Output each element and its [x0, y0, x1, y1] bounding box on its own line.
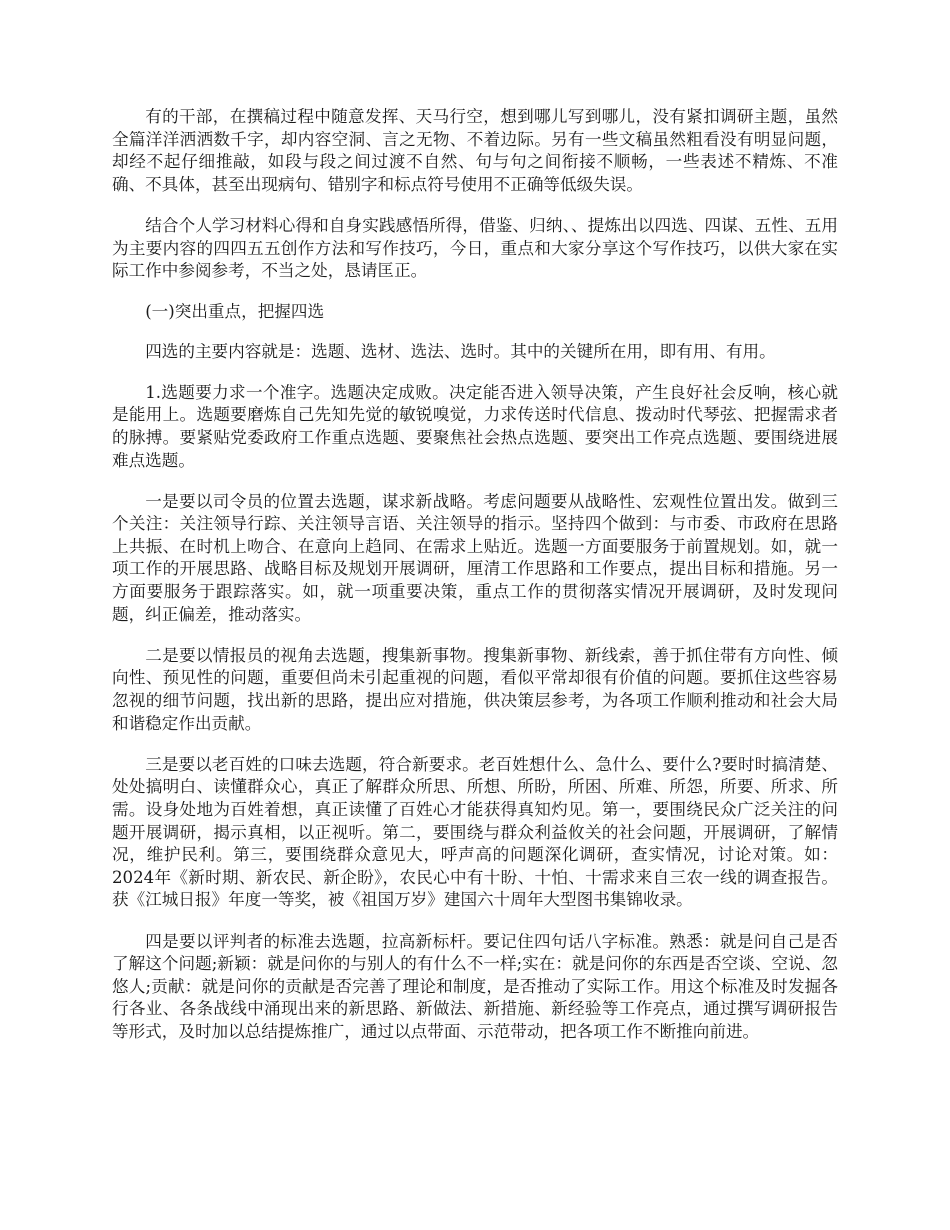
paragraph-method-summary: 结合个人学习材料心得和自身实践感悟所得，借鉴、归纳、、提炼出以四选、四谋、五性、五用为主要内容的四四五五创作方法和写作技巧，今日，重点和大家分享这个写作技巧，以供大家在实际工作中参阅参考，不当之处，恳请匡正。	[112, 215, 838, 281]
section-heading: (一)突出重点，把握四选	[145, 302, 325, 322]
paragraph-four-selections: 四选的主要内容就是：选题、选材、选法、选时。其中的关键所在用，即有用、有用。	[145, 341, 776, 361]
paragraph-topic-selection: 1.选题要力求一个准字。选题决定成败。决定能否进入领导决策，产生良好社会反响，核心就是能用上。选题要磨炼自己先知先觉的敏锐嗅觉，力求传送时代信息、拨动时代琴弦、把握需求者的脉搏。要紧贴党委政府工作重点选题、要聚焦社会热点选题、要突出工作亮点选题、要围绕进展难点选题。	[112, 382, 838, 470]
paragraph-point-four: 四是要以评判者的标准去选题，拉高新标杆。要记住四句话八字标准。熟悉：就是问自己是否了解这个问题;新颖：就是问你的与别人的有什么不一样;实在：就是问你的东西是否空谈、空说、忽悠人;贡献：就是问你的贡献是否完善了理论和制度，是否推动了实际工作。用这个标准及时发掘各行各业、各条战线中涌现出来的新思路、新做法、新措施、新经验等工作亮点，通过撰写调研报告等形式，及时加以总结提炼推广，通过以点带面、示范带动，把各项工作不断推向前进。	[112, 931, 838, 1041]
paragraph-point-three: 三是要以老百姓的口味去选题，符合新要求。老百姓想什么、急什么、要什么?要时时搞清楚、处处搞明白、读懂群众心，真正了解群众所思、所想、所盼，所困、所难、所怨，所要、所求、所需。设身处地为百姓着想，真正读懂了百姓心才能获得真知灼见。第一，要围绕民众广泛关注的问题开展调研，揭示真相，以正视听。第二，要围绕与群众利益攸关的社会问题，开展调研，了解情况，维护民利。第三，要围绕群众意见大，呼声高的问题深化调研，查实情况，讨论对策。如：2024年《新时期、新农民、新企盼》，农民心中有十盼、十怕、十需求来自三农一线的调查报告。获《江城日报》年度一等奖，被《祖国万岁》建国六十周年大型图书集锦收录。	[112, 754, 838, 910]
paragraph-point-two: 二是要以情报员的视角去选题，搜集新事物。搜集新事物、新线索，善于抓住带有方向性、倾向性、预见性的问题，重要但尚未引起重视的问题，看似平常却很有价值的问题。要抓住这些容易忽视的细节问题，找出新的思路，提出应对措施，供决策层参考，为各项工作顺利推动和社会大局和谐稳定作出贡献。	[112, 645, 838, 733]
document-body	[112, 106, 838, 1062]
paragraph-point-one: 一是要以司令员的位置去选题，谋求新战略。考虑问题要从战略性、宏观性位置出发。做到三个关注：关注领导行踪、关注领导言语、关注领导的指示。坚持四个做到：与市委、市政府在思路上共振、在时机上吻合、在意向上趋同、在需求上贴近。选题一方面要服务于前置规划。如，就一项工作的开展思路、战略目标及规划开展调研，厘清工作思路和工作要点，提出目标和措施。另一方面要服务于跟踪落实。如，就一项重要决策，重点工作的贯彻落实情况开展调研，及时发现问题，纠正偏差，推动落实。	[112, 491, 838, 624]
paragraph-intro-problems: 有的干部，在撰稿过程中随意发挥、天马行空，想到哪儿写到哪儿，没有紧扣调研主题，虽然全篇洋洋洒洒数千字，却内容空洞、言之无物、不着边际。另有一些文稿虽然粗看没有明显问题，却经不起仔细推敲，如段与段之间过渡不自然、句与句之间衔接不顺畅，一些表述不精炼、不准确、不具体，甚至出现病句、错别字和标点符号使用不正确等低级失误。	[112, 107, 838, 194]
